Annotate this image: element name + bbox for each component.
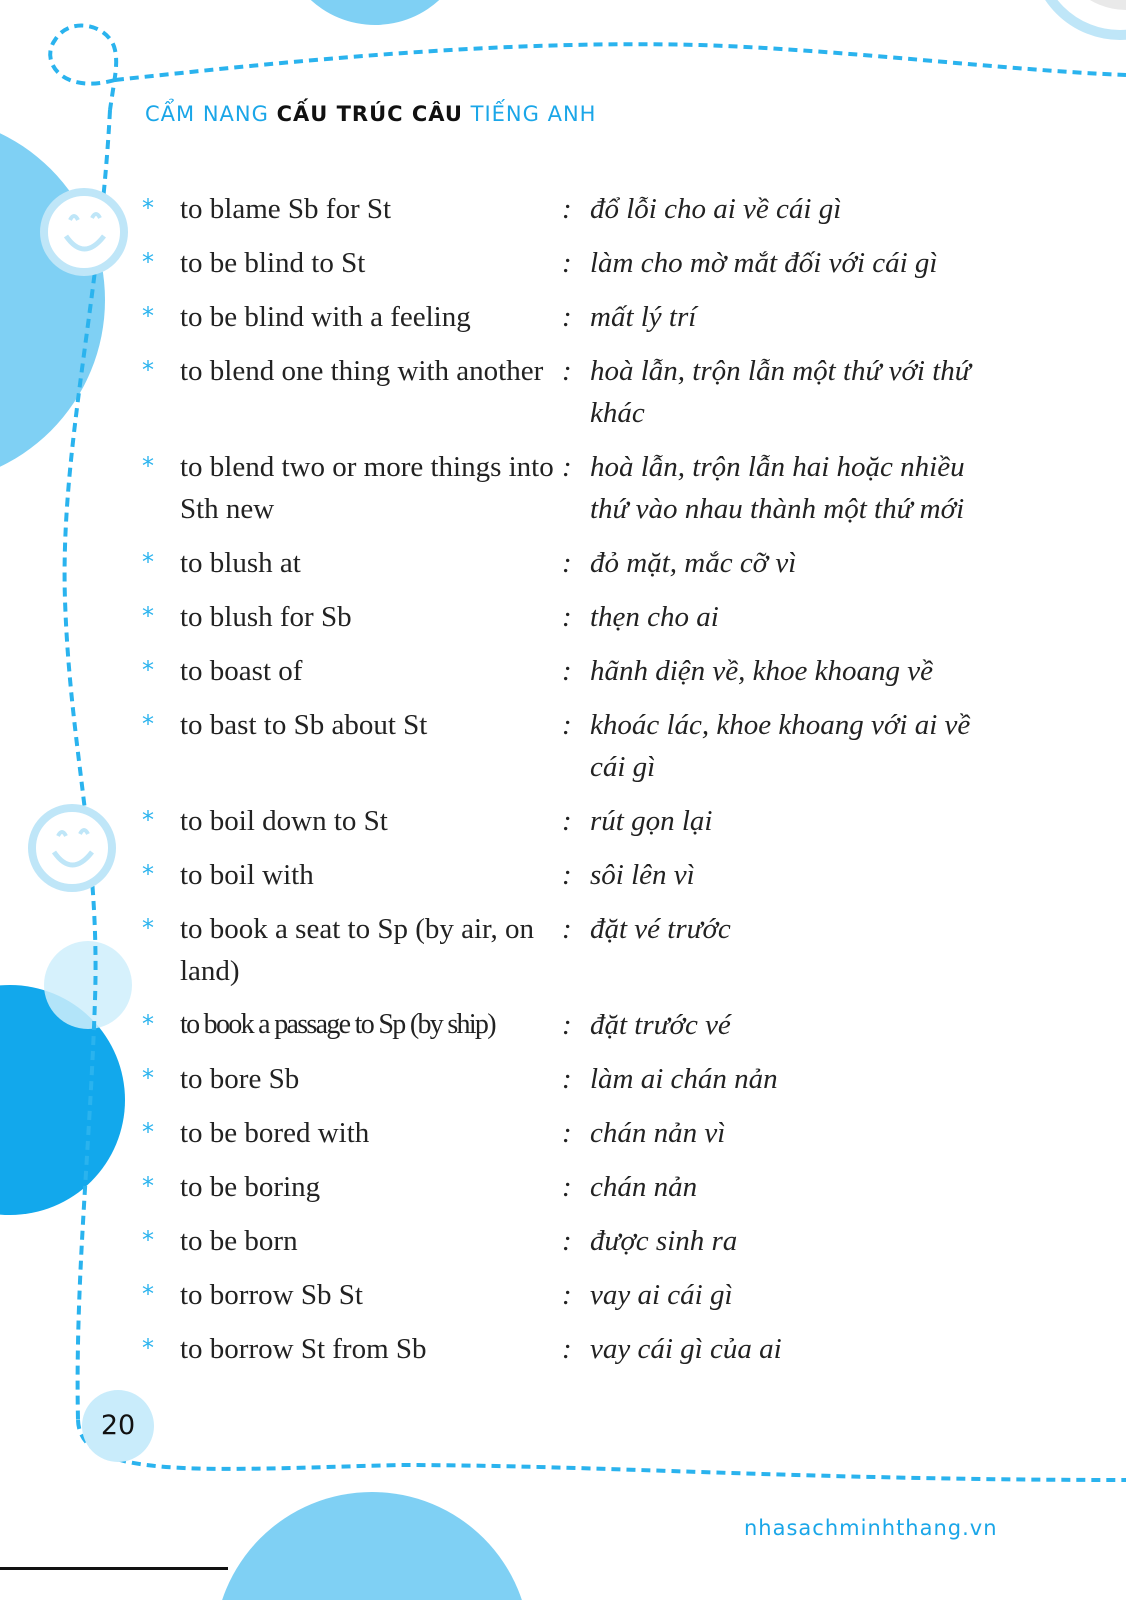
entry-meaning: hoà lẫn, trộn lẫn một thứ với thứ khác [590,355,971,429]
entry-row [142,1274,1022,1316]
entry-row [142,1112,1022,1154]
dashed-frame-bottom [78,1420,1126,1480]
decor-circle-top [280,0,470,25]
entry-row [142,296,1022,338]
decor-circle-left-large [0,115,105,485]
entry-term: to boil down to St [180,805,388,837]
star-bullet-icon: * [142,248,154,276]
entry-meaning: làm ai chán nản [590,1063,778,1095]
entry-meaning: được sinh ra [590,1225,738,1257]
star-bullet-icon: * [142,1118,154,1146]
entry-meaning: đặt vé trước [590,913,731,945]
entry-separator: : [562,247,572,279]
star-bullet-icon: * [142,806,154,834]
entry-term: to blend one thing with another [180,355,544,387]
entry-term: to blush for Sb [180,601,352,633]
entry-separator: : [562,1333,572,1365]
decor-circle-left-small [44,941,132,1029]
entry-term: to be blind to St [180,247,366,279]
dashed-frame-left [65,110,110,1420]
entry-separator: : [562,1279,572,1311]
star-bullet-icon: * [142,860,154,888]
entry-meaning: đỏ mặt, mắc cỡ vì [590,547,797,579]
entry-term: to blush at [180,547,301,579]
website-footer: nhasachminhthang.vn [744,1516,998,1540]
star-bullet-icon: * [142,1280,154,1308]
entry-row [142,650,1022,692]
entry-separator: : [562,1117,572,1149]
entry-row [142,1004,1022,1046]
entry-separator: : [562,805,572,837]
star-bullet-icon: * [142,1010,154,1038]
decor-ring-top-right [1035,0,1126,35]
entry-term: to bast to Sb about St [180,709,428,741]
entry-row [142,1058,1022,1100]
entry-separator: : [562,709,572,741]
entry-meaning: thẹn cho ai [590,601,719,633]
entry-row [142,350,1022,434]
smiley-icon-upper [44,192,124,272]
star-bullet-icon: * [142,710,154,738]
entry-row [142,446,1022,530]
entry-row [142,1328,1022,1370]
entry-separator: : [562,301,572,333]
entry-term: to be born [180,1225,298,1257]
entry-separator: : [562,655,572,687]
entry-term: to be boring [180,1171,321,1203]
entry-meaning: rút gọn lại [590,805,713,837]
entry-row [142,596,1022,638]
entry-row [142,854,1022,896]
entry-row [142,542,1022,584]
star-bullet-icon: * [142,356,154,384]
header-bold: CẤU TRÚC CÂU [276,102,463,126]
star-bullet-icon: * [142,914,154,942]
entry-separator: : [562,451,572,483]
entry-meaning: làm cho mờ mắt đối với cái gì [590,247,938,279]
star-bullet-icon: * [142,602,154,630]
header-post: TIẾNG ANH [470,102,597,126]
entry-term: to book a passage to Sp (by ship) [180,1009,495,1040]
entry-meaning: đổ lỗi cho ai về cái gì [590,193,842,225]
entry-term: to boast of [180,655,303,687]
star-bullet-icon: * [142,1334,154,1362]
star-bullet-icon: * [142,452,154,480]
book-header [145,102,596,126]
decor-circle-left-lower [0,985,125,1215]
entry-term: to boil with [180,859,314,891]
entry-separator: : [562,913,572,945]
entry-row [142,1220,1022,1262]
entry-term: to be bored with [180,1117,370,1149]
entry-separator: : [562,1009,572,1041]
entry-term: to borrow Sb St [180,1279,363,1311]
decor-circle-top-right [1056,0,1126,10]
entry-row [142,800,1022,842]
star-bullet-icon: * [142,1064,154,1092]
dashed-frame-top [115,44,1126,80]
entry-separator: : [562,355,572,387]
entry-separator: : [562,193,572,225]
entry-meaning: chán nản vì [590,1117,726,1149]
smiley-icon-lower [32,808,112,888]
entry-meaning: vay cái gì của ai [590,1333,782,1365]
decor-circle-bottom [214,1492,530,1600]
entry-separator: : [562,547,572,579]
entry-row [142,704,1022,788]
star-bullet-icon: * [142,548,154,576]
entry-separator: : [562,859,572,891]
entry-meaning: đặt trước vé [590,1009,731,1041]
entry-term: to bore Sb [180,1063,300,1095]
entry-term: to book a seat to Sp (by air, on land) [180,913,535,987]
entry-row [142,1166,1022,1208]
dashed-loop-top-left [50,26,116,110]
entry-meaning: mất lý trí [590,301,697,333]
entry-separator: : [562,1063,572,1095]
entry-list [142,188,1022,1382]
entry-term: to blame Sb for St [180,193,392,225]
page-number: 20 [82,1390,154,1462]
entry-row [142,188,1022,230]
entry-term: to be blind with a feeling [180,301,471,333]
star-bullet-icon: * [142,1226,154,1254]
entry-meaning: khoác lác, khoe khoang với ai về cái gì [590,709,971,783]
bottom-rule [0,1567,228,1570]
entry-meaning: chán nản [590,1171,698,1203]
star-bullet-icon: * [142,656,154,684]
entry-meaning: sôi lên vì [590,859,695,891]
header-pre: CẨM NANG [145,102,269,126]
entry-term: to borrow St from Sb [180,1333,427,1365]
entry-separator: : [562,1171,572,1203]
star-bullet-icon: * [142,302,154,330]
entry-row [142,242,1022,284]
star-bullet-icon: * [142,194,154,222]
entry-separator: : [562,1225,572,1257]
entry-meaning: hoà lẫn, trộn lẫn hai hoặc nhiều thứ vào nhau thành một thứ mới [590,451,965,525]
entry-separator: : [562,601,572,633]
entry-row [142,908,1022,992]
entry-meaning: vay ai cái gì [590,1279,733,1311]
star-bullet-icon: * [142,1172,154,1200]
entry-term: to blend two or more things into Sth new [180,451,554,525]
entry-meaning: hãnh diện về, khoe khoang về [590,655,934,687]
